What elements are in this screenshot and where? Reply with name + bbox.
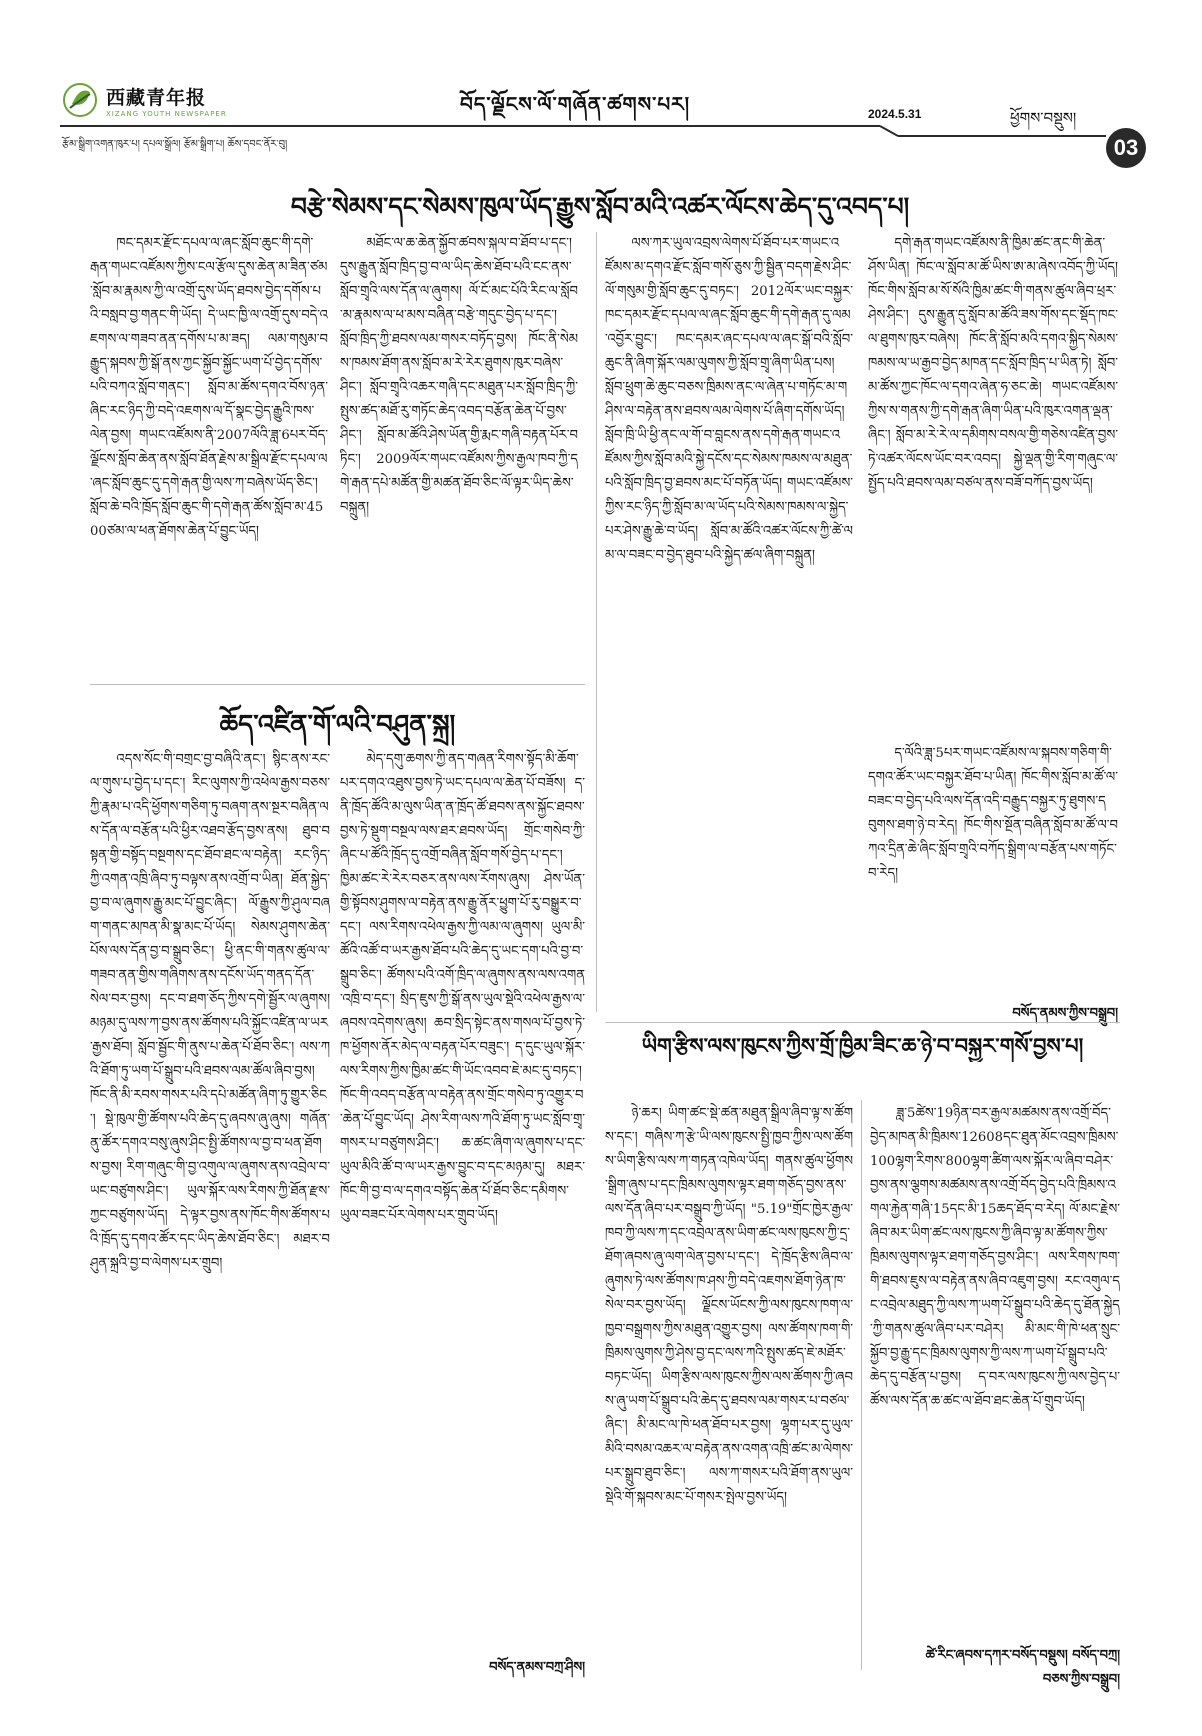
article3-byline: ཚེ་རིང་ཞབས་དཀར་བསོད་བསྡུས། བསོད་བཀྲ།	[925, 1648, 1120, 1663]
article3-column-2	[870, 1102, 1120, 1630]
article3-paragraph: ཉེ་ཆར། ཡིག་ཚང་སྡེ་ཚན་མཐུན་སྒྲིལ་ཞིབ་ལྟ་ས་ཚོགས་དང་། གཞིས་ཀ་རྩེ་ཡི་ལས་ཁུངས་སྤྱི་ཁྱབ་ཀྱིས་ལས་ཚོགས་ཡིག་རྩིས་ལས་ཀ་གཏན་འཁེལ་ཡོད། གནས་ཚུལ་ཕྱོགས་སྒྲིག་ཞུས་པ་དང་ཁྲིམས་ལུགས་ལྟར་ཐག་གཅོད་བྱས་ནས་ལས་དོན་ཞིབ་པར་བསྒྲུབ་ཀྱི་ཡོད། "5.19"གྲོང་ཁྱེར་རྒྱལ་ཁབ་ཀྱི་ལས་ཀ་དང་འབྲེལ་ནས་ཡིག་ཚང་ལས་ཁུངས་ཀྱི་དྲ་ཐོག་ཞབས་ཞུ་ལག་ལེན་བྱས་པ་དང་། དེ་ཁྲོད་རྩིས་ཞིབ་ལ་ཞུགས་ཏེ་ལས་ཚོགས་ཁ་ཤས་ཀྱི་བདེ་འཇགས་ཐོག་ཉེན་ཁ་སེལ་བར་བྱས་ཡོད། ལྗོངས་ཡོངས་ཀྱི་ལས་ཁུངས་ཁག་ལ་ཁྱབ་བསྒྲགས་ཀྱིས་མཐུན་འགྱུར་བྱས། ལས་ཚོགས་ཁག་གི་ཁྲིམས་ལུགས་ཀྱི་ཤེས་བྱ་དང་ལས་ཀའི་སྤུས་ཚད་ཇེ་མཐོར་བཏང་ཡོད། ཡིག་རྩིས་ལས་ཁུངས་ཀྱིས་ལས་ཚོགས་ཀྱི་ཞབས་ཞུ་ཡག་པོ་སྒྲུབ་པའི་ཆེད་དུ་ཐབས་ལམ་གསར་པ་བཙལ་ཞིང་། མི་མང་ལ་ཁེ་ཕན་ཐོབ་པར་བྱས། ལྷག་པར་དུ་ཡུལ་མིའི་བསམ་འཆར་ལ་བརྟེན་ནས་འགན་འཁྲི་ཚང་མ་ལེགས་པར་སྒྲུབ་ཐུབ་ཅིང་། ལས་ཀ་གསར་པའི་ཐོག་ནས་ཡུལ་སྡེའི་གོ་སྐབས་མང་པོ་གསར་སྤེལ་བྱས་ཡོད།	[605, 1106, 853, 1505]
section-divider	[90, 684, 585, 685]
article2-headline: ཆོད་འཛིན་གོ་ལའི་བཤུན་སྐྲ།	[219, 710, 456, 740]
article2-column-2	[340, 748, 585, 1636]
leaf-logo-icon	[62, 82, 98, 118]
page-number-badge: 03	[1106, 128, 1146, 168]
article3-paragraph: ཟླ་5ཚེས་19ཉིན་བར་རྒྱལ་མཚམས་ནས་འགྲོ་བོད་བྱེད་མཁན་མི་ཁྲིམས་12608དང་ཐུན་མོང་འབྲས་ཁྲིམས་100ལྷག་རིགས་800ལྷག་ཚིག་ལས་སྐོར་ལ་ཞིབ་བཤེར་བྱས་ནས་ལྕགས་མཚམས་ནས་འགྲོ་བོད་བྱེད་པའི་ཁྲིམས་འགལ་རྐྱེན་གཞི་15དང་མི་15ཆད་ཐོད་བ་རེད། ལོ་མང་རྗེས་ཞིབ་མར་ཡིག་ཚང་ལས་ཁུངས་ཀྱི་ཞིབ་ལྟ་མ་ཚོགས་ཀྱིས་ཁྲིམས་ལུགས་ལྟར་ཐག་གཅོད་བྱས་ཤིང་། ལས་རིགས་ཁག་གི་ཐབས་ཇུས་ལ་བརྟེན་ནས་ཞིབ་འཇུག་བྱས། རང་འགུལ་དང་འབྲེལ་མཐུད་ཀྱི་ལས་ཀ་ཡག་པོ་སྒྲུབ་པའི་ཆེད་དུ་ཐོན་སྐྱེད་ཀྱི་གནས་ཚུལ་ཞིབ་པར་བཤེར། མི་མང་གི་ཁེ་ཕན་སྲུང་སྐྱོབ་བྱ་རྒྱུ་དང་ཁྲིམས་ལུགས་ཀྱི་ལས་ཀ་ཡག་པོ་སྒྲུབ་པའི་ཆེད་དུ་བརྩོན་པ་བྱས། ད་བར་ལས་ཁུངས་ཀྱི་ལས་བྱེད་པ་ཚོས་ལས་དོན་ཆ་ཚང་ལ་ཐོབ་ཐང་ཆེན་པོ་གྲུབ་ཡོད།	[870, 1106, 1120, 1409]
article3-column-1	[605, 1102, 853, 1680]
article1-paragraph: ཁང་དམར་རྫོང་དཔལ་ལ་ཞང་སློབ་ཆུང་གི་དགེ་རྒན་གཡང་འཛོམས་ཀྱིས་ངལ་རྩོལ་དུས་ཆེན་མ་ཟིན་ཙམ་སློབ་མ་རྣམས་ཀྱི་ལ་འགྲོ་དུས་ཡོད་ཐབས་བྱེད་དགོས་པའི་བསླབ་བྱ་གནང་གི་ཡོད། དེ་ཡང་ཁྱི་ལ་འགྲོ་དུས་བདེ་འཇགས་ལ་གཟབ་ནན་དགོས་པ་མ་ཟད། ལམ་གསུམ་བརྒྱུད་སྐབས་ཀྱི་སྒོ་ནས་ཀྱང་སྐྱོབ་སྐྱོང་ཡག་པོ་བྱེད་དགོས་པའི་བཀའ་སློབ་གནང་། སློབ་མ་ཚོས་དགའ་བོས་ཉན་ཞིང་རང་ཉིད་ཀྱི་བདེ་འཇགས་ལ་དོ་སྣང་བྱེད་རྒྱུའི་ཁས་ལེན་བྱས། གཡང་འཛོམས་ནི་2007ལོའི་ཟླ་6པར་བོད་ལྗོངས་སློབ་ཆེན་ནས་སློབ་ཐོན་རྗེས་མ་སྒྲིལ་རྫོང་དཔལ་ལ་ཞང་སློབ་ཆུང་དུ་དགེ་རྒན་གྱི་ལས་ཀ་བཞེས་ཡོད་ཅིང་། སློབ་ཆེ་བའི་ཁྲོད་སློབ་ཆུང་གི་དགེ་རྒན་ཚོས་སློབ་མ་4500ཙམ་ལ་ཕན་ཐོགས་ཆེན་པོ་བྱུང་ཡོད།	[90, 236, 328, 539]
article1-paragraph: ད་ལོའི་ཟླ་5པར་གཡང་འཛོམས་ལ་སྐབས་གཅིག་གི་དགའ་ཚོར་ཡང་བསྐྱར་ཐོབ་པ་ཡིན། ཁོང་གིས་སློབ་མ་ཚོ་ལ་བཟང་བ་བྱེད་པའི་ལས་དོན་འདི་བརྒྱུད་བསྐྱར་ཏུ་ཐུགས་དབུགས་ཐག་ཉེ་བ་རེད། ཁོང་གིས་སྔོན་བཞིན་སློབ་མ་ཚོ་ལ་བཀའ་དྲིན་ཆེ་ཞིང་སློབ་གྲྭའི་བཀོད་སྒྲིག་ལ་བརྩོན་པས་གཏོང་བ་རེད།	[868, 746, 1118, 881]
column-divider	[596, 232, 597, 1012]
article1-paragraph: དགེ་རྒན་གཡང་འཛོམས་ནི་ཁྱིམ་ཚང་ནང་གི་ཆེན་ཤོས་ཡིན། ཁོང་ལ་སློབ་མ་ཚོ་ཡིས་ཨ་མ་ཞེས་འབོད་ཀྱི་ཡོད། ཁོང་གིས་སློབ་མ་སོ་སོའི་ཁྱིམ་ཚང་གི་གནས་ཚུལ་ཞིབ་ཕྲར་ཤེས་ཤིང་། དུས་རྒྱུན་དུ་སློབ་མ་ཚོའི་ཟས་གོས་དང་སྡོད་ཁང་ལ་ཐུགས་ཁུར་བཞེས། ཁོང་ནི་སློབ་མའི་དགའ་སྐྱིད་སེམས་ཁམས་ལ་ཡ་རྒྱབ་བྱེད་མཁན་དང་སློབ་ཁྲིད་པ་ཡིན་ཏེ། སློབ་མ་ཚོས་ཀྱང་ཁོང་ལ་དགའ་ཞེན་ཧ་ཅང་ཆེ། གཡང་འཛོམས་ཀྱིས་ས་གནས་ཀྱི་དགེ་རྒན་ཞིག་ཡིན་པའི་ཁུར་འགན་ལྡན་ཞིང་། སློབ་མ་རེ་རེ་ལ་དམིགས་བསལ་གྱི་གཅེས་འཛིན་བྱས་ཏེ་འཚར་ལོངས་ཡོང་བར་འབད། སྐྱེ་ལྡན་གྱི་རིག་གཞུང་ལ་སྤྱོད་པའི་ཐབས་ལམ་བཙལ་ནས་བཟོ་བཀོད་བྱས་ཡོད།	[868, 236, 1118, 491]
article1-paragraph: ལས་ཀར་ཡུལ་འབྲས་ལེགས་པོ་ཐོབ་པར་གཡང་འཛོམས་མ་དགའ་རྫོང་སློབ་གསོ་ཅུས་ཀྱི་སྦྱིན་བདག་རྗེས་ཤིང་ལོ་གསུམ་གྱི་སློབ་ཆུང་དུ་བཏང་། 2012ལོར་ཡང་བསྐྱར་ཁང་དམར་རྫོང་དཔལ་ལ་ཞང་སློབ་ཆུང་གི་དགེ་རྒན་དུ་ལམ་འབྱོར་བྱུང་། ཁང་དམར་ཞང་དཔལ་ལ་ཞང་སྒོ་བའི་སློབ་ཆུང་ནི་ཞིག་སྐོར་ལམ་ལུགས་ཀྱི་སློབ་གྲྭ་ཞིག་ཡིན་པས། སློབ་ཕྲུག་ཆེ་ཆུང་བཅས་ཁྲིམས་ནང་ལ་ཞེན་པ་གཏོང་མ་གཤིས་ལ་བརྟེན་ནས་ཐབས་ལམ་ལེགས་པོ་ཞིག་དགོས་ཡོད། སློབ་ཁྲི་ཡི་ཕྱི་ནང་ལ་གོ་བ་བླངས་ནས་དགེ་རྒན་གཡང་འཛོམས་ཀྱིས་སློབ་མའི་སྐྱེ་དངོས་དང་སེམས་ཁམས་ལ་མཐུན་པའི་སློབ་ཁྲིད་བྱ་ཐབས་མང་པོ་བཏོན་ཡོད། གཡང་འཛོམས་ཀྱིས་རང་ཉིད་ཀྱི་སློབ་མ་ལ་ཡོད་པའི་སེམས་ཁམས་ལ་སྐྱེད་པར་ཤེས་རྒྱུ་ཆེ་བ་ཡོད། སློབ་མ་ཚོའི་འཚར་ལོངས་ཀྱི་ཚེ་ལམ་ལ་བཟང་བ་བྱེད་ཐུབ་པའི་སྐྱེད་ཚལ་ཞིག་བསྐྲུན།	[605, 236, 853, 563]
article1-column-1	[90, 232, 328, 670]
article3-byline-continued: བཅས་ཀྱིས་བསྒྲུབ།	[1042, 1672, 1120, 1687]
article1-column-2	[340, 232, 578, 670]
article1-column-3	[605, 232, 853, 962]
article2-paragraph: མེད་དགུ་ཆགས་ཀྱི་ནད་གཞན་རིགས་སྟོད་མི་ཆོག་པར་དགའ་འཐུས་བྱས་ཏེ་ཡང་དཔལ་ལ་ཆེན་པོ་བཟོས། ད་ནི་ཁྲོད་ཚོའི་མ་ལུས་ཡིན་ན་ཁྲོད་ཚོ་ཐབས་ནས་སྐྱོང་ཐབས་བྱས་ཏེ་སྡུག་བསྔལ་ལས་ཐར་ཐབས་ཡོད། གྲོང་གསེབ་ཀྱི་ཞིང་པ་ཚོའི་ཁྲོད་དུ་འགྲོ་བཞིན་སློབ་གསོ་བྱེད་པ་དང་། ཁྱིམ་ཚང་རེ་རེར་བཅར་ནས་ལས་རོགས་ཞུས། ཤེས་ཡོན་གྱི་སྟོབས་ཤུགས་ལ་བརྟེན་ནས་རྒྱུ་ནོར་ཕྱུག་པོ་རུ་བསྒྱུར་བ་དང་། ལས་རིགས་འཕེལ་རྒྱས་ཀྱི་ལམ་ལ་ཞུགས། ཡུལ་མི་ཚོའི་འཚོ་བ་ཡར་རྒྱས་ཐོབ་པའི་ཆེད་དུ་ཡང་དག་པའི་བྱ་བ་སྒྲུབ་ཅིང་། ཚོགས་པའི་འགོ་ཁྲིད་ལ་ཞུགས་ནས་ལས་འགན་འཁྲི་བ་དང་། སྲིད་ཇུས་ཀྱི་སྒོ་ནས་ཡུལ་སྡེའི་འཕེལ་རྒྱས་ལ་ཞབས་འདེགས་ཞུས། ཆབ་སྲིད་སྟེང་ནས་གསལ་པོ་བྱས་ཏེ་ཁ་ཕྱོགས་ནོར་མེད་ལ་བརྟན་པོར་བཟུང་། ད་དུང་ཡུལ་སྐོར་ལས་རིགས་ཀྱིས་ཁྱིམ་ཚང་གི་ཡོང་འབབ་ཇེ་མང་དུ་བཏང་། ཁོང་གི་འབད་བརྩོན་ལ་བརྟེན་ནས་གྲོང་གསེབ་ཏུ་འགྱུར་བ་ཆེན་པོ་བྱུང་ཡོད། ཤེས་རིག་ལས་ཀའི་ཐོག་ཏུ་ཡང་སློབ་གྲྭ་གསར་པ་བཙུགས་ཤིང་། ཆ་ཚང་ཞིག་ལ་ཞུགས་པ་དང་ཡུལ་མིའི་ཚོ་བ་ལ་ཡར་རྒྱས་བྱུང་བ་དང་མཉམ་དུ། མཐར་ཁོང་གི་བྱ་བ་ལ་དགའ་བསྟོད་ཆེན་པོ་ཐོབ་ཅིང་དམིགས་ཡུལ་བཟང་པོར་ལེགས་པར་གྲུབ་ཡོད།	[340, 752, 585, 1223]
article1-column-4	[868, 232, 1118, 642]
newspaper-logo	[62, 80, 262, 120]
logo-english-name: XIZANG YOUTH NEWSPAPER	[106, 109, 227, 118]
section-divider	[605, 1022, 1120, 1023]
section-name: ཕྱོགས་བསྡུས།	[1010, 109, 1077, 127]
article1-headline: བརྩེ་སེམས་དང་སེམས་ཁུལ་ཡོད་རྒྱུས་སློབ་མའི་འཚར་ལོངས་ཆེད་དུ་འབད་པ།	[290, 192, 910, 221]
article1-byline: བསོད་ནམས་ཀྱིས་བསྒྲུབ།	[1012, 1006, 1118, 1021]
article3-headline: ཡིག་རྩིས་ལས་ཁུངས་ཀྱིས་གྲོ་ཁྱིམ་ཟིང་ཆ་ཉེ་བ་བསྐྱར་གསོ་བྱས་པ།	[641, 1033, 1084, 1058]
article1-paragraph: མཐོང་ལ་ཆ་ཆེན་སྐྱོབ་ཚབས་སྐལ་བ་ཐོབ་པ་དང་། དུས་རྒྱུན་སློབ་ཁྲིད་བྱ་བ་ལ་ཡིད་ཆེས་ཐོབ་པའི་ངང་ནས་སློབ་གྲྭའི་ལས་དོན་ལ་ཞུགས། ལོ་ངོ་མང་པོའི་རིང་ལ་སློབ་མ་རྣམས་ལ་ཕ་མས་བཞིན་བརྩེ་གདུང་བྱེད་པ་དང་། སློབ་ཁྲིད་ཀྱི་ཐབས་ལམ་གསར་བཏོད་བྱས། ཁོང་ནི་སེམས་ཁམས་ཐོག་ནས་སློབ་མ་རེ་རེར་ཐུགས་ཁུར་བཞེས་ཤིང་། སློབ་གྲྭའི་འཆར་གཞི་དང་མཐུན་པར་སློབ་ཁྲིད་ཀྱི་སྤུས་ཚད་མཐོ་རུ་གཏོང་ཆེད་འབད་བརྩོན་ཆེན་པོ་བྱས་ཤིང་། སློབ་མ་ཚོའི་ཤེས་ཡོན་གྱི་རྨང་གཞི་བརྟན་པོར་བཏིང་། 2009ལོར་གཡང་འཛོམས་ཀྱིས་རྒྱལ་ཁབ་ཀྱི་དགེ་རྒན་དཔེ་མཚོན་གྱི་མཚན་ཐོབ་ཅིང་ལོ་ལྟར་ཡིད་ཆེས་བསྐྲུན།	[340, 236, 578, 515]
article2-byline: བསོད་ནམས་བཀྲ་ཤིས།	[489, 1660, 585, 1675]
issue-date: 2024.5.31	[868, 107, 922, 121]
article1-column-5	[868, 742, 1118, 962]
article2-paragraph: འདས་སོང་གི་བགྲང་བྱ་བཞིའི་ནང་། སྙིང་ནས་རང་ལ་གུས་པ་བྱེད་པ་དང་། རིང་ལུགས་ཀྱི་འཕེལ་རྒྱས་བཅས་ཀྱི་རྣམ་པ་འདི་ཕྱོགས་གཅིག་ཏུ་བཞག་ནས་སྔར་བཞིན་ལས་དོན་ལ་བརྩོན་པའི་ཕྱིར་འཐབ་རྩོད་བྱས་ནས། ཐུབ་བསྟན་གྱི་བསྟོད་བསྔགས་དང་ཐོབ་ཐང་ལ་བརྟེན། རང་ཉིད་ཀྱི་འགན་འཁྲི་ཞིབ་ཏུ་བལྟས་ནས་འགྲོ་བ་ཡིན། ཐོན་སྐྱེད་བྱ་བ་ལ་ཞུགས་རྒྱུ་མང་པོ་བྱུང་ཞིང་། ལོ་རྒྱུས་ཀྱི་ཤུལ་བཞག་གནང་མཁན་མི་སྣ་མང་པོ་ཡོད། སེམས་ཤུགས་ཆེན་པོས་ལས་དོན་བྱ་བ་སྒྲུབ་ཅིང་། ཕྱི་ནང་གི་གནས་ཚུལ་ལ་གཟབ་ནན་གྱིས་གཞིགས་ནས་དངོས་ཡོད་གནད་དོན་སེལ་བར་བྱས། དང་བ་ཐག་ཅོད་ཀྱིས་དགེ་སྦྱོར་ལ་ཞུགས། མཉམ་དུ་ལས་ཀ་བྱས་ནས་ཚོགས་པའི་སྐྱོང་འཛིན་ལ་ཡར་རྒྱས་ཐོབ། སློབ་སྦྱོང་གི་ནུས་པ་ཆེན་པོ་ཐོབ་ཅིང་། ལས་ཀའི་ཐོག་ཏུ་ཡག་པོ་སྒྲུབ་པའི་ཐབས་ལམ་ཚོལ་ཞིབ་བྱས། ཁོང་ནི་མི་རབས་གསར་པའི་དཔེ་མཚོན་ཞིག་ཏུ་གྱུར་ཅིང་། སྡེ་ཁུལ་གྱི་ཚོགས་པའི་ཆེད་དུ་ཞབས་ཞུ་ཞུས། གཞོན་ནུ་ཚོར་དགའ་བསུ་ཞུས་ཤིང་སྤྱི་ཚོགས་ལ་བྱ་བ་ཕན་ཐོགས་བྱས། རིག་གཞུང་གི་བྱ་འགུལ་ལ་ཞུགས་ནས་འབྲེལ་བ་ཡང་བཙུགས་ཤིང་། ཡུལ་སྐོར་ལས་རིགས་ཀྱི་ཐོན་རྫས་ཀྱང་བཙུགས་ཡོད། དེ་ལྟར་བྱས་ནས་ཁོང་གིས་ཚོགས་པའི་ཁྲོད་དུ་དགའ་ཚོར་དང་ཡིད་ཆེས་ཐོབ་ཅིང་། མཐར་བཤུན་སྐྲའི་བྱ་བ་ལེགས་པར་གྲུབ།	[90, 752, 330, 1271]
editor-credits: རྩོམ་སྒྲིག་འགན་ཁུར་པ། དཔལ་སྒྲོལ། རྩོམ་སྒྲིག་པ། ཆོས་དབང་ནོར་བུ།	[62, 139, 288, 150]
article2-column-1	[90, 748, 330, 1676]
logo-chinese-name: 西藏青年报	[106, 86, 207, 109]
newspaper-title: བོད་ལྗོངས་ལོ་གཞོན་ཚགས་པར།	[460, 92, 691, 116]
column-divider	[861, 1100, 862, 1670]
